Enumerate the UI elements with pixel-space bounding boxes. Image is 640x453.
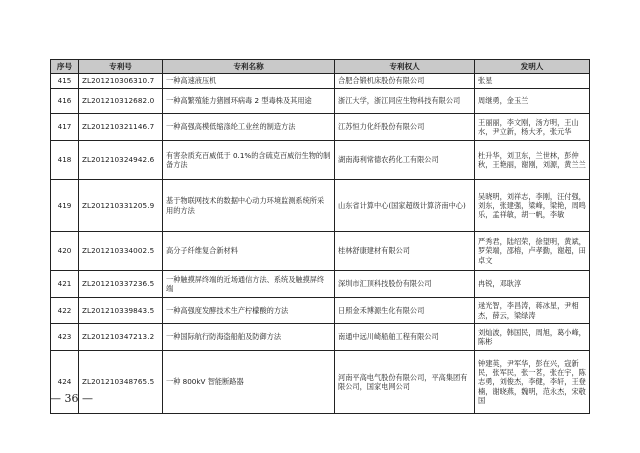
row-number: 416 <box>51 89 79 114</box>
inventors: 周继勇，金玉兰 <box>475 89 590 114</box>
inventors: 严秀君，陆绍荣，徐望明，黄斌，罗荣端，邵榕，卢孝勤，谢超，田卓文 <box>475 232 590 271</box>
patent-name: 基于物联网技术的数据中心动力环境监测系统所采用的方法 <box>163 180 335 232</box>
inventors: 钟建英，尹军华，彭在兴，寇新民，张军民，张一茗，张在宇，陈志勇，刘俊杰，李健，李轩，王登楠，谢晓燕，魏明，范永杰，宋敬国 <box>475 351 590 414</box>
patent-id: ZL201210306310.7 <box>79 74 163 89</box>
patent-id: ZL201210334002.5 <box>79 232 163 271</box>
inventors: 吴晓明，刘祥志，李刚，汪付强，刘东，张建强，梁峰，梁艳，周鸣乐，孟祥敏，胡一帆，李敏 <box>475 180 590 232</box>
table-row <box>51 271 590 298</box>
patent-id: ZL201210339843.5 <box>79 298 163 324</box>
inventors: 逯光智，李昌涛，蒋冰星，尹相杰，薛云，梁绿涛 <box>475 298 590 324</box>
patentee: 深圳市汇顶科技股份有限公司 <box>335 271 475 298</box>
patentee: 浙江大学，浙江同应生物科技有限公司 <box>335 89 475 114</box>
column-header-patentee: 专利权人 <box>335 60 475 74</box>
patent-name: 一种 800kV 智能断路器 <box>163 351 335 414</box>
patent-id: ZL201210348765.5 <box>79 351 163 414</box>
table-row <box>51 298 590 324</box>
patent-name: 一种高速液压机 <box>163 74 335 89</box>
row-number: 422 <box>51 298 79 324</box>
patentee: 桂林舒康建材有限公司 <box>335 232 475 271</box>
patent-id: ZL201210331205.9 <box>79 180 163 232</box>
inventors: 杜升华，刘卫东，兰世林，彭仲秋，王艳丽，谢刚，刘源，黄兰兰 <box>475 141 590 180</box>
row-number: 424 <box>51 351 79 414</box>
inventors: 冉锐，邓耿淳 <box>475 271 590 298</box>
table-row <box>51 74 590 89</box>
row-number: 420 <box>51 232 79 271</box>
column-header-patent-id: 专利号 <box>79 60 163 74</box>
patent-name: 一种高强高模低缩涤纶工业丝的制造方法 <box>163 114 335 141</box>
patent-id: ZL201210337236.5 <box>79 271 163 298</box>
inventors: 王丽丽，李文刚，汤方明，王山水，尹立新，杨大矛，张元华 <box>475 114 590 141</box>
patent-table <box>50 59 590 414</box>
table-row <box>51 324 590 351</box>
patentee: 湖南海利常德农药化工有限公司 <box>335 141 475 180</box>
inventors: 刘灿波，韩国民，周旭，葛小峰，陈彬 <box>475 324 590 351</box>
patent-id: ZL201210324942.6 <box>79 141 163 180</box>
patent-name: 一种触摸屏终端的近场通信方法、系统及触摸屏终端 <box>163 271 335 298</box>
row-number: 423 <box>51 324 79 351</box>
table-row <box>51 351 590 414</box>
row-number: 421 <box>51 271 79 298</box>
patent-name: 有害杂质充百威低于 0.1%的含硫克百威衍生物的制备方法 <box>163 141 335 180</box>
table-header-row <box>51 60 590 74</box>
page-number: — 36 — <box>50 392 93 405</box>
patent-name: 一种高强度发酵技术生产柠檬酸的方法 <box>163 298 335 324</box>
table-row <box>51 141 590 180</box>
patent-id: ZL201210347213.2 <box>79 324 163 351</box>
table-row <box>51 114 590 141</box>
patentee: 江苏恒力化纤股份有限公司 <box>335 114 475 141</box>
patent-name: 一种国际航行防海盗船舶及防御方法 <box>163 324 335 351</box>
patentee: 合肥合锻机床股份有限公司 <box>335 74 475 89</box>
patentee: 日照金禾博源生化有限公司 <box>335 298 475 324</box>
patent-name: 高分子纤维复合新材料 <box>163 232 335 271</box>
table-row <box>51 89 590 114</box>
table-row <box>51 180 590 232</box>
table-row <box>51 232 590 271</box>
column-header-no: 序号 <box>51 60 79 74</box>
column-header-inventors: 发明人 <box>475 60 590 74</box>
row-number: 418 <box>51 141 79 180</box>
patent-id: ZL201210312682.0 <box>79 89 163 114</box>
patent-name: 一种高繁殖能力猪圆环病毒 2 型毒株及其用途 <box>163 89 335 114</box>
inventors: 张星 <box>475 74 590 89</box>
row-number: 419 <box>51 180 79 232</box>
patent-id: ZL201210321146.7 <box>79 114 163 141</box>
column-header-patent-name: 专利名称 <box>163 60 335 74</box>
patentee: 山东省计算中心(国家超级计算济南中心) <box>335 180 475 232</box>
row-number: 415 <box>51 74 79 89</box>
row-number: 417 <box>51 114 79 141</box>
patentee: 河南平高电气股份有限公司，平高集团有限公司，国家电网公司 <box>335 351 475 414</box>
patentee: 南通中远川崎船舶工程有限公司 <box>335 324 475 351</box>
